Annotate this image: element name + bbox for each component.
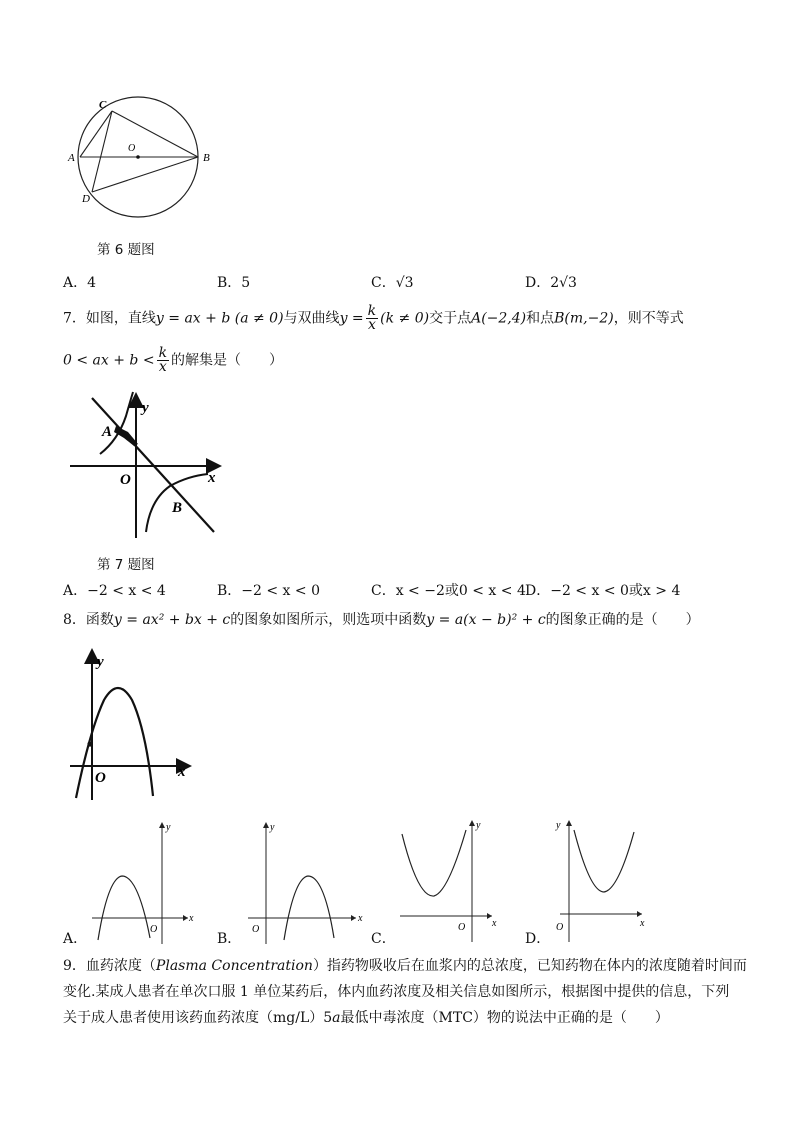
q8-option-d: D． [525, 931, 551, 947]
q7-line-equation: y = ax + b (a ≠ 0) [155, 310, 284, 327]
q7-text-1: 7．如图，直线 [63, 310, 156, 327]
q7-option-c: C．x < −2或0 < x < 4 [371, 583, 526, 599]
figure-8-parabola-graph [66, 645, 196, 805]
figure-6-circle-diagram [60, 92, 230, 222]
opt-a-label-x: x [189, 913, 194, 924]
opt-b-label-x: x [358, 913, 363, 924]
q8-option-a: A． [63, 931, 88, 947]
q8-option-b-graph [244, 818, 368, 946]
fig8-label-x: x [178, 764, 186, 780]
figure-7-caption: 第 7 题图 [97, 557, 155, 573]
q7-text-2: 与双曲线 [283, 310, 340, 327]
q9-stem-line2: 变化.某成人患者在单次口服 1 单位某药后，体内血药浓度及相关信息如图所示，根据图中提供的信息，下列 [63, 984, 730, 1000]
opt-a-label-O: O [150, 924, 158, 935]
q7-hyperbola-denominator: x [367, 317, 376, 333]
q7-inequality-denominator: x [158, 359, 167, 375]
q9-stem-line1 [63, 956, 747, 976]
q8-option-c-graph [398, 815, 502, 945]
q8-function-1: y = ax² + bx + c [113, 612, 231, 628]
q9-stem-line3 [63, 1008, 669, 1028]
q9-text-3a: 关于成人患者使用该药血药浓度（mg/L）5 [63, 1010, 333, 1026]
q9-text-3b: 最低中毒浓度（MTC）物的说法中正确的是（ ） [340, 1010, 669, 1026]
q7-hyperbola-fraction [366, 305, 378, 332]
q9-term: Plasma Concentration [155, 958, 313, 974]
opt-d-label-O: O [556, 922, 564, 933]
opt-b-label-y: y [270, 822, 275, 833]
q7-hyperbola-condition: (k ≠ 0) [380, 310, 430, 327]
q7-inequality-fraction [157, 347, 169, 374]
figure-7-graph [64, 382, 224, 542]
q8-text-1: 8．函数 [63, 612, 114, 628]
q9-text-1b: ）指药物吸收后在血浆内的总浓度，已知药物在体内的浓度随着时间而 [312, 958, 747, 974]
fig6-label-O: O [128, 143, 136, 154]
q7-hyperbola-numerator: k [367, 303, 377, 319]
q7-point-a: A(−2,4) [471, 310, 527, 327]
q7-hyperbola-y: y = [339, 310, 364, 327]
fig7-label-y: y [142, 400, 149, 416]
fig6-label-A: A [68, 152, 75, 164]
fig6-label-C: C [99, 99, 107, 111]
q6-option-a: A．4 [63, 275, 97, 291]
q7-text-4: 和点 [526, 310, 555, 327]
figure-6-caption: 第 6 题图 [97, 242, 155, 258]
q7-option-b: B．−2 < x < 0 [217, 583, 320, 599]
q6-option-c: C．√3 [371, 275, 414, 291]
opt-c-label-x: x [492, 918, 497, 929]
fig8-label-O: O [95, 770, 106, 786]
fig8-label-y: y [97, 654, 104, 670]
q7-option-d: D．−2 < x < 0或x > 4 [525, 583, 681, 599]
fig7-label-B: B [172, 500, 183, 516]
opt-a-label-y: y [166, 822, 171, 833]
q7-text-6: 的解集是（ ） [171, 352, 284, 369]
q7-inequality-numerator: k [158, 345, 168, 361]
opt-d-label-x: x [640, 918, 645, 929]
opt-c-label-y: y [476, 820, 481, 831]
q7-text-3: 交于点 [429, 310, 472, 327]
q8-stem [63, 610, 700, 630]
q8-option-b: B． [217, 931, 242, 947]
opt-b-label-O: O [252, 924, 260, 935]
fig7-label-x: x [208, 470, 216, 486]
q8-option-d-graph [552, 815, 652, 945]
q8-option-c: C． [371, 931, 396, 947]
q9-variable-a: a [332, 1010, 341, 1026]
fig6-label-B: B [203, 152, 210, 164]
q6-option-b: B．5 [217, 275, 251, 291]
q7-stem-line2 [63, 347, 283, 374]
fig6-label-D: D [82, 193, 90, 205]
q7-option-a: A．−2 < x < 4 [63, 583, 166, 599]
q8-function-2: y = a(x − b)² + c [426, 612, 546, 628]
q7-text-5: ，则不等式 [613, 310, 684, 327]
opt-c-label-O: O [458, 922, 466, 933]
q8-option-a-graph [88, 818, 198, 946]
q8-text-3: 的图象正确的是（ ） [545, 612, 700, 628]
q8-text-2: 的图象如图所示，则选项中函数 [230, 612, 427, 628]
opt-d-label-y: y [556, 820, 561, 831]
q6-option-d: D．2√3 [525, 275, 577, 291]
q9-text-1a: 9．血药浓度（ [63, 958, 156, 974]
q7-inequality-left: 0 < ax + b < [63, 352, 155, 369]
q7-point-b: B(m,−2) [554, 310, 614, 327]
fig7-label-A: A [102, 424, 113, 440]
q7-stem-line1 [63, 305, 684, 332]
fig7-label-O: O [120, 472, 131, 488]
